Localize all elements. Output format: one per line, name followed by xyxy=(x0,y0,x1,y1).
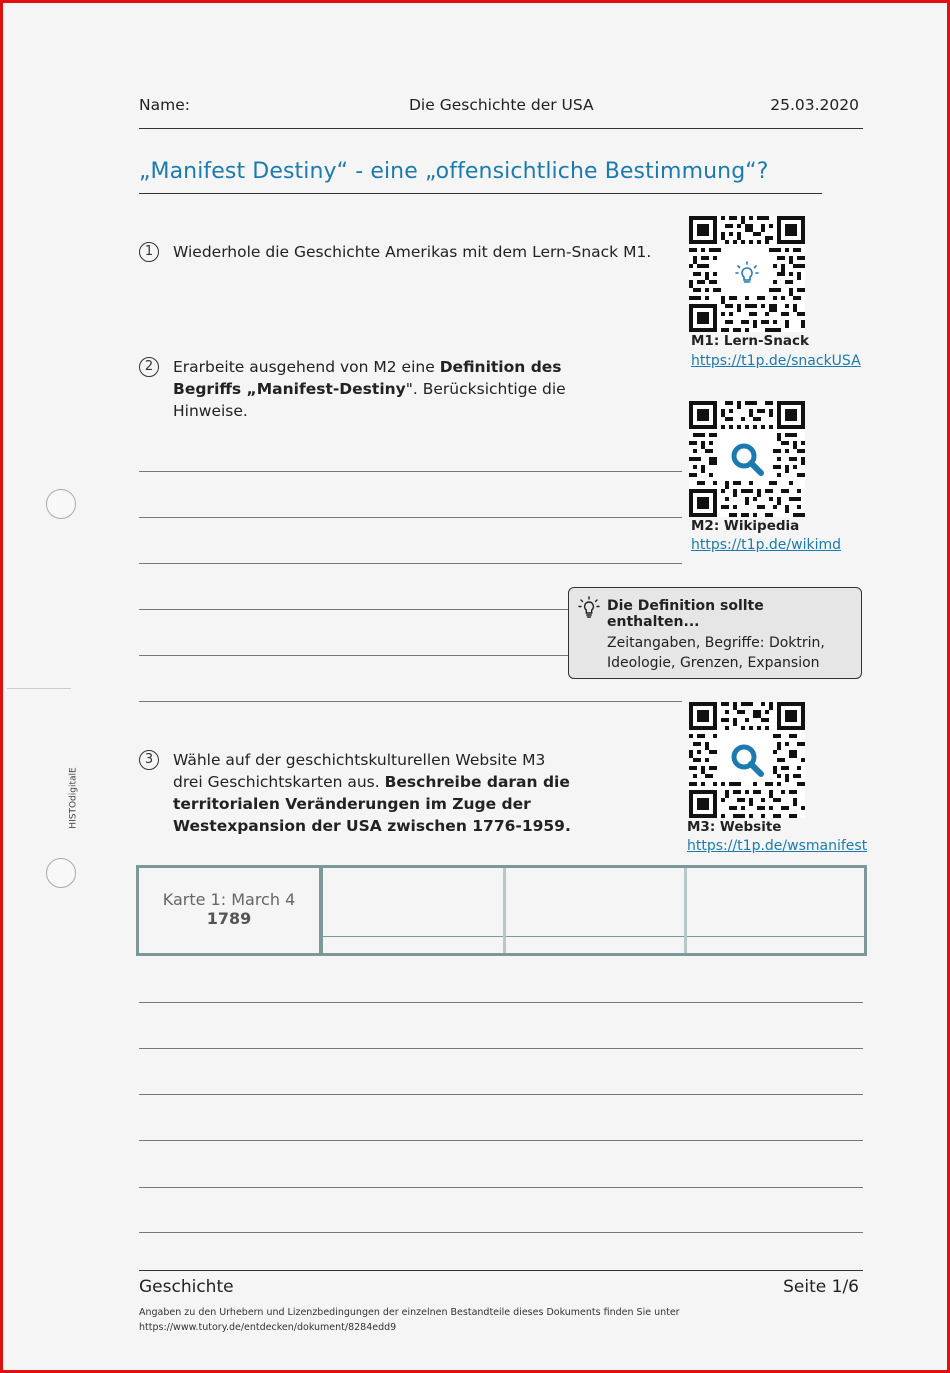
task-number-2: 2 xyxy=(139,357,159,377)
lightbulb-icon xyxy=(733,260,761,288)
qr-code-m1[interactable] xyxy=(689,216,805,332)
task-2-bold-part: Definition des xyxy=(439,358,562,376)
table-inner-line xyxy=(687,936,864,937)
map-card-cell-1[interactable] xyxy=(139,868,319,953)
footer-credits-line: Angaben zu den Urhebern und Lizenzbedingungen der einzelnen Bestandteile dieses Dokuments finden Sie unter xyxy=(139,1307,680,1318)
task-3-line xyxy=(173,771,593,793)
writing-line xyxy=(139,1048,863,1049)
hint-title: Die Definition sollte enthalten... xyxy=(607,598,764,630)
task-2-bold-part: Begriffs „Manifest-Destiny xyxy=(173,380,406,398)
writing-line xyxy=(139,655,569,656)
footer-credits xyxy=(139,1305,759,1335)
writing-line xyxy=(139,563,682,564)
footer-rule xyxy=(139,1270,863,1271)
task-2-text-part: ". Berücksichtige die xyxy=(405,380,566,398)
qr-label-m1: M1: Lern-Snack xyxy=(691,333,809,349)
table-inner-line xyxy=(323,936,503,937)
task-3-bold-part: Beschreibe daran die xyxy=(384,773,570,791)
writing-line xyxy=(139,1187,863,1188)
fold-mark xyxy=(7,688,71,689)
hint-line: Zeitangaben, Begriffe: Doktrin, xyxy=(607,635,825,651)
document-subject-title: Die Geschichte der USA xyxy=(409,96,594,114)
task-2-text xyxy=(173,356,593,422)
map-card-cell-3[interactable] xyxy=(506,868,684,953)
task-2-text-part: Erarbeite ausgehend von M2 eine xyxy=(173,358,440,376)
hint-body xyxy=(607,633,849,673)
map-card-label: Karte 1: March 4 xyxy=(162,890,296,909)
writing-line xyxy=(139,1140,863,1141)
task-2-text-part: Hinweise. xyxy=(173,402,248,420)
task-number-1: 1 xyxy=(139,242,159,262)
punch-hole-bottom xyxy=(46,858,76,888)
map-card-year: 1789 xyxy=(206,909,252,928)
page-title: „Manifest Destiny“ - eine „offensichtliche Bestimmung“? xyxy=(139,159,769,184)
table-inner-line xyxy=(506,936,684,937)
map-card-cell-4[interactable] xyxy=(687,868,864,953)
qr-code-m2[interactable] xyxy=(689,401,805,517)
task-number-3: 3 xyxy=(139,750,159,770)
header-rule xyxy=(139,128,863,129)
writing-line xyxy=(139,1002,863,1003)
writing-line xyxy=(139,517,682,518)
writing-line xyxy=(139,471,682,472)
link-m2-wikipedia[interactable]: https://t1p.de/wikimd xyxy=(691,537,841,553)
task-3-text xyxy=(173,749,593,837)
writing-line xyxy=(139,609,569,610)
writing-line xyxy=(139,1094,863,1095)
task-3-text-part: drei Geschichtskarten aus. xyxy=(173,773,385,791)
punch-hole-top xyxy=(46,489,76,519)
task-1-text: Wiederhole die Geschichte Amerikas mit dem Lern-Snack M1. xyxy=(173,243,652,261)
qr-code-m3[interactable] xyxy=(689,702,805,818)
hint-box xyxy=(568,587,862,679)
qr-label-m3: M3: Website xyxy=(687,819,782,835)
qr-label-m2: M2: Wikipedia xyxy=(691,518,800,534)
link-m1-snack[interactable]: https://t1p.de/snackUSA xyxy=(691,353,861,369)
magnifier-icon xyxy=(727,439,767,479)
lightbulb-icon xyxy=(577,596,601,620)
writing-line xyxy=(139,1232,863,1233)
link-m3-website[interactable]: https://t1p.de/wsmanifest xyxy=(687,838,868,854)
task-3-bold-part: Westexpansion der USA zwischen 1776-1959. xyxy=(173,817,571,835)
title-underline xyxy=(139,193,822,194)
task-3-bold-part: territorialen Veränderungen im Zuge der xyxy=(173,795,531,813)
task-3-line: Wähle auf der geschichtskulturellen Website M3 xyxy=(173,751,546,769)
document-date: 25.03.2020 xyxy=(770,96,859,114)
hint-line: Ideologie, Grenzen, Expansion xyxy=(607,655,820,671)
footer-subject: Geschichte xyxy=(139,1277,234,1297)
footer-page-number: Seite 1/6 xyxy=(783,1277,859,1297)
map-card-cell-2[interactable] xyxy=(323,868,503,953)
map-cards-table xyxy=(136,865,867,956)
footer-credits-link[interactable]: https://www.tutory.de/entdecken/dokument/8284edd9 xyxy=(139,1322,397,1333)
task-3-line xyxy=(173,793,593,815)
writing-line xyxy=(139,701,682,702)
side-brand-text: HISTOdigitalE xyxy=(68,767,79,829)
task-3-line xyxy=(173,815,593,837)
name-label: Name: xyxy=(139,96,190,114)
magnifier-icon xyxy=(727,740,767,780)
